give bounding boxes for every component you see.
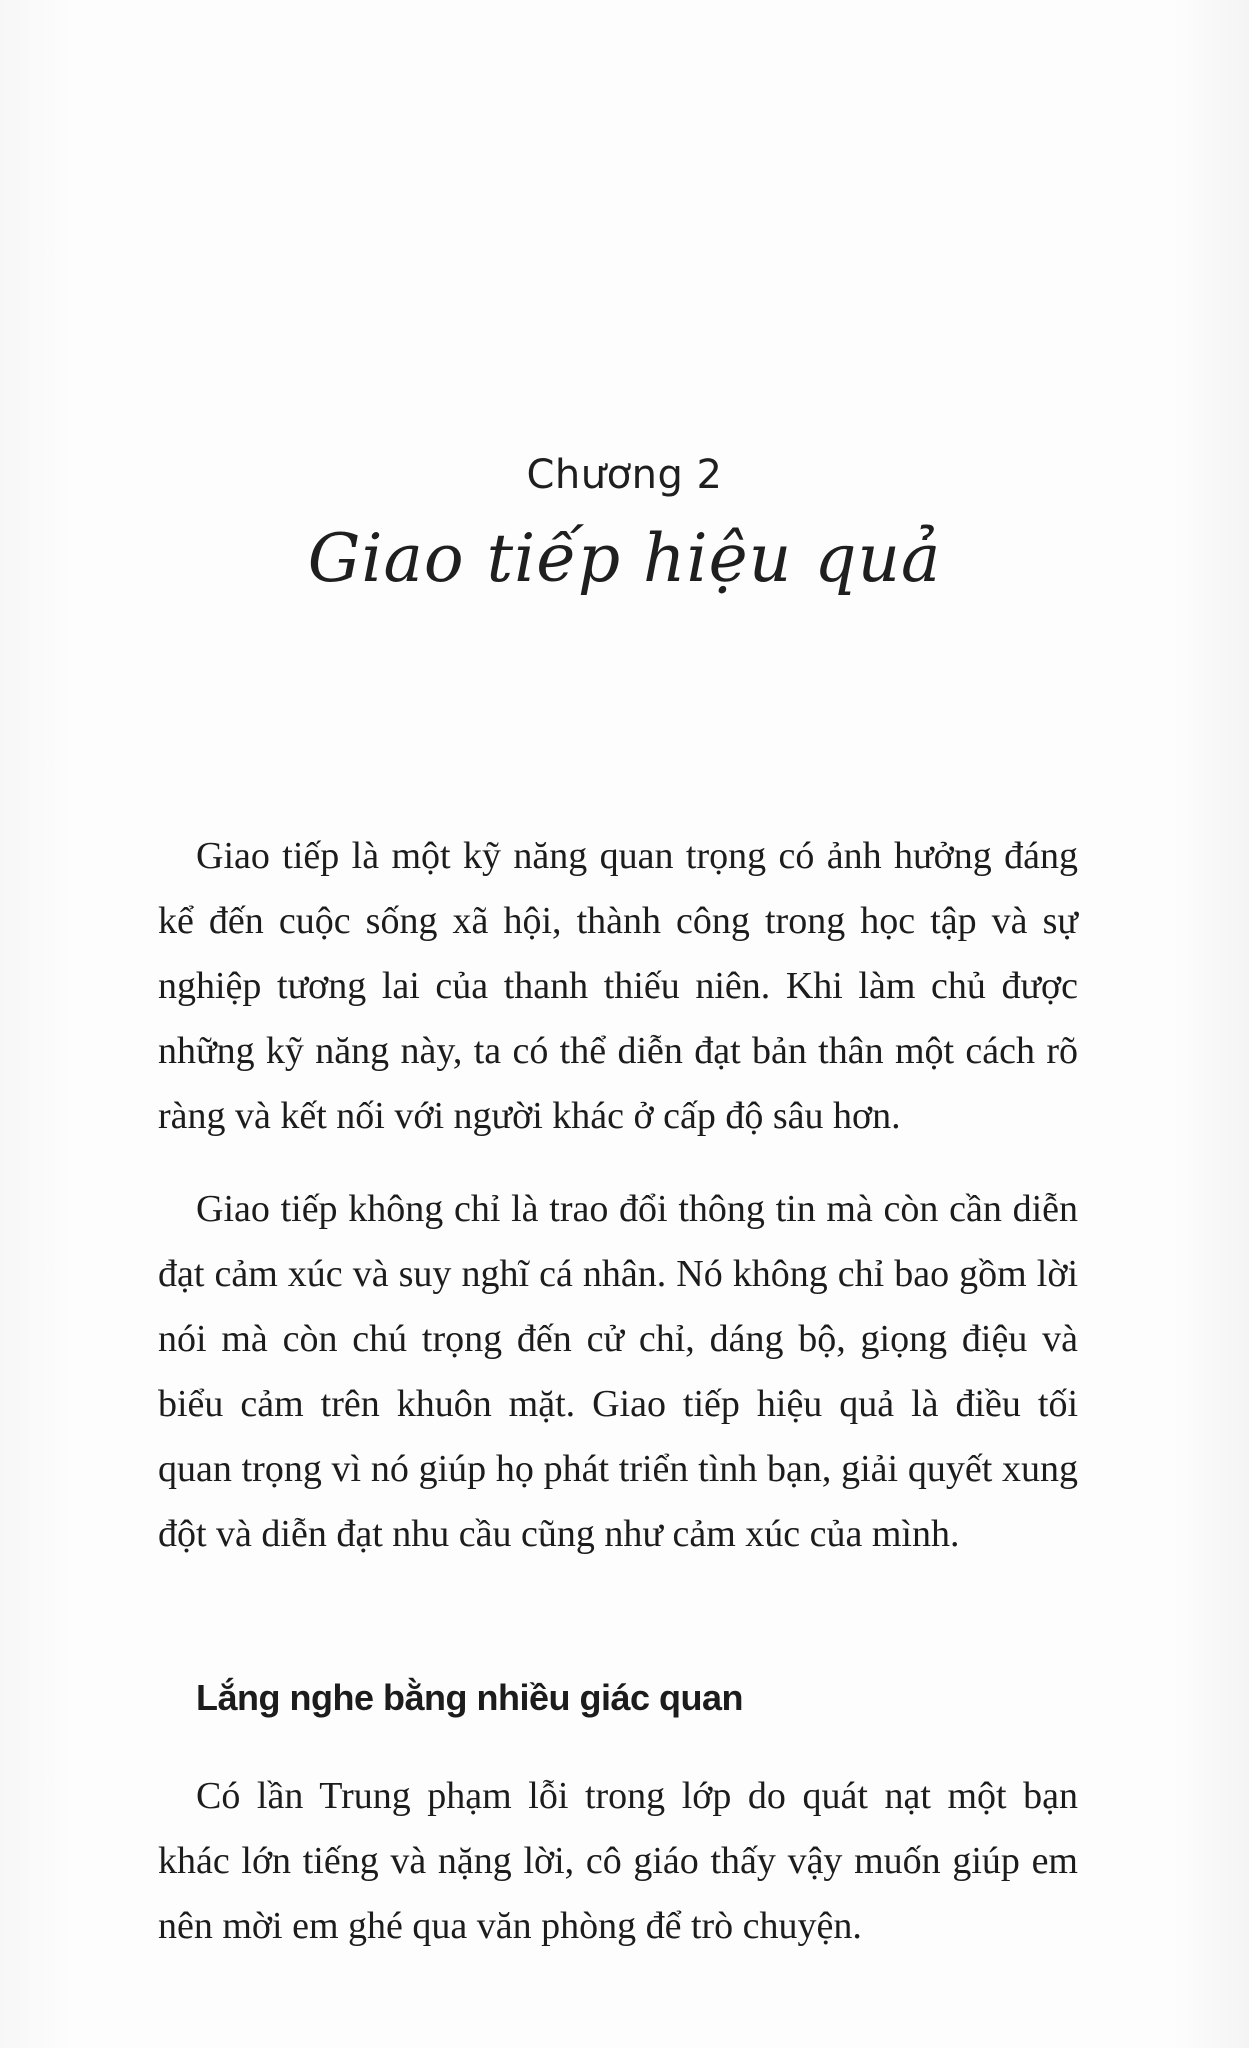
- section-heading: Lắng nghe bằng nhiều giác quan: [196, 1677, 744, 1718]
- paragraph-text: Giao tiếp là một kỹ năng quan trọng có ảnh hưởng đáng kể đến cuộc sống xã hội, thành công trong học tập và sự nghiệp tương lai của thanh thiếu niên. Khi làm chủ được những kỹ năng này, ta có thể diễn đạt bản thân một cách rõ ràng và kết nối với người khác ở cấp độ sâu hơn.: [158, 835, 1078, 1137]
- chapter-label: Chương 2: [526, 452, 723, 498]
- paragraph-text: Giao tiếp không chỉ là trao đổi thông tin mà còn cần diễn đạt cảm xúc và suy nghĩ cá nhân. Nó không chỉ bao gồm lời nói mà còn chú trọng đến cử chỉ, dáng bộ, giọng điệu và biểu cảm trên khuôn mặt. Giao tiếp hiệu quả là điều tối quan trọng vì nó giúp họ phát triển tình bạn, giải quyết xung đột và diễn đạt nhu cầu cũng như cảm xúc của mình.: [158, 1188, 1078, 1555]
- chapter-title: Giao tiếp hiệu quả: [307, 520, 942, 597]
- paragraph-text: Có lần Trung phạm lỗi trong lớp do quát nạt một bạn khác lớn tiếng và nặng lời, cô giáo thấy vậy muốn giúp em nên mời em ghé qua văn phòng để trò chuyện.: [158, 1775, 1078, 1947]
- intro-paragraph-1: [158, 824, 1078, 1149]
- section-paragraph: [158, 1764, 1078, 1959]
- intro-paragraph-2: [158, 1177, 1078, 1567]
